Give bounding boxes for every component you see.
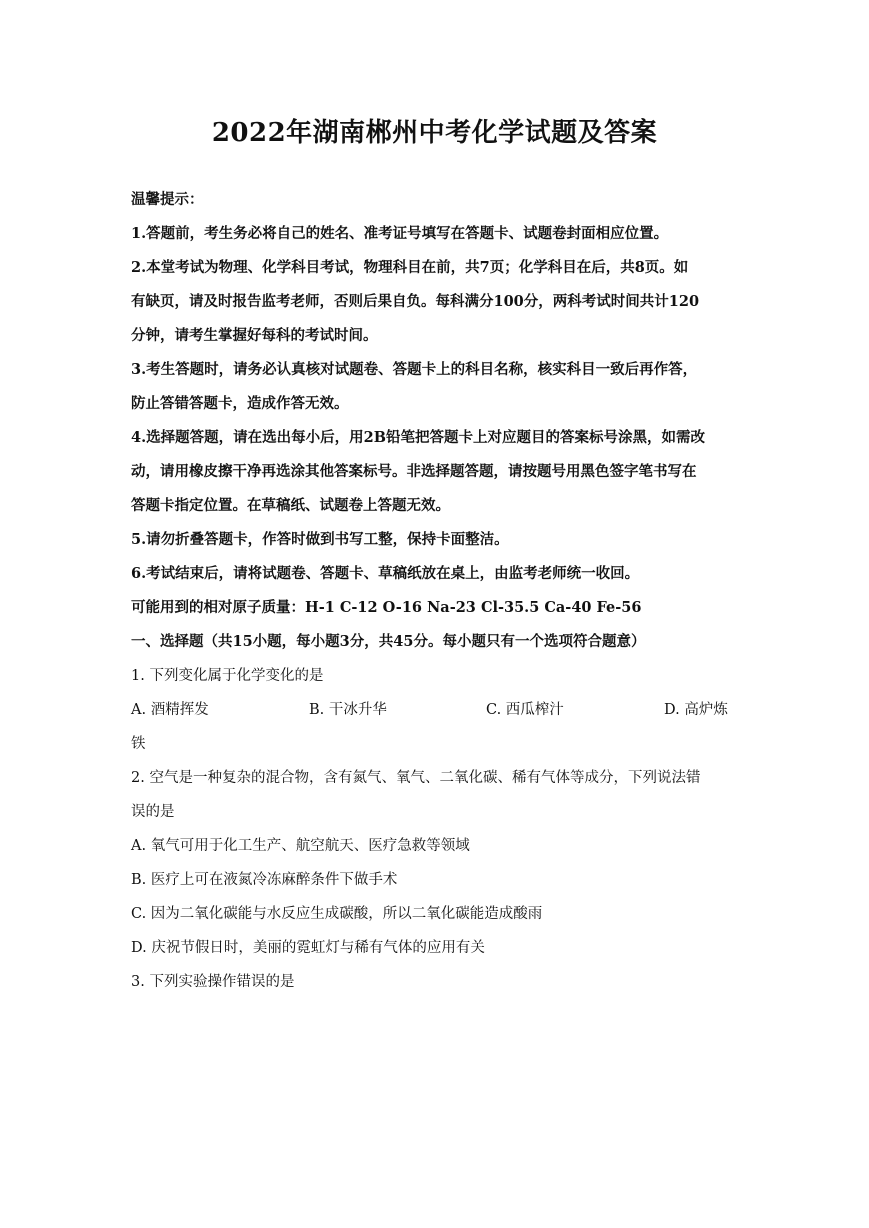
notice-line: 5.请勿折叠答题卡，作答时做到书写工整，保持卡面整洁。 — [131, 531, 509, 548]
option-a: A. 酒精挥发 — [131, 702, 209, 718]
notice-line: 动，请用橡皮擦干净再选涂其他答案标号。非选择题答题，请按题号用黑色签字笔书写在 — [131, 463, 697, 480]
notice-line: 分钟，请考生掌握好每科的考试时间。 — [131, 327, 378, 344]
notice-line: 有缺页，请及时报告监考老师，否则后果自负。每科满分100分，两科考试时间共计120 — [131, 293, 700, 310]
option-a: A. 氧气可用于化工生产、航空航天、医疗急救等领域 — [131, 838, 470, 854]
option-b: B. 干冰升华 — [309, 702, 387, 718]
section-heading: 一、选择题（共15小题，每小题3分，共45分。每小题只有一个选项符合题意） — [131, 633, 646, 650]
document-title: 2022年湖南郴州中考化学试题及答案 — [211, 118, 658, 148]
question-1-options — [131, 693, 739, 727]
notice-line: 3.考生答题时，请务必认真核对试题卷、答题卡上的科目名称，核实科目一致后再作答， — [131, 361, 698, 378]
notice-line: 1.答题前，考生务必将自己的姓名、准考证号填写在答题卡、试题卷封面相应位置。 — [131, 225, 669, 242]
question-3-stem: 3. 下列实验操作错误的是 — [131, 974, 295, 990]
question-2-stem: 2. 空气是一种复杂的混合物，含有氮气、氧气、二氧化碳、稀有气体等成分，下列说法错 — [131, 770, 701, 786]
option-d-wrap: 铁 — [131, 736, 146, 752]
question-2-stem-cont: 误的是 — [131, 804, 175, 820]
notice-line: 2.本堂考试为物理、化学科目考试，物理科目在前，共7页；化学科目在后，共8页。如 — [131, 259, 689, 276]
document-body — [131, 183, 739, 999]
option-c: C. 西瓜榨汁 — [486, 702, 564, 718]
question-1-stem: 1. 下列变化属于化学变化的是 — [131, 668, 324, 684]
notice-line: 6.考试结束后，请将试题卷、答题卡、草稿纸放在桌上，由监考老师统一收回。 — [131, 565, 640, 582]
option-b: B. 医疗上可在液氮冷冻麻醉条件下做手术 — [131, 872, 398, 888]
notice-line: 防止答错答题卡，造成作答无效。 — [131, 395, 349, 412]
option-c: C. 因为二氧化碳能与水反应生成碳酸，所以二氧化碳能造成酸雨 — [131, 906, 543, 922]
option-d: D. 庆祝节假日时，美丽的霓虹灯与稀有气体的应用有关 — [131, 940, 485, 956]
atomic-masses: 可能用到的相对原子质量：H-1 C-12 O-16 Na-23 Cl-35.5 Ca-40 Fe-56 — [131, 599, 642, 616]
notice-line: 答题卡指定位置。在草稿纸、试题卷上答题无效。 — [131, 497, 450, 514]
notice-line: 4.选择题答题，请在选出每小后，用2B铅笔把答题卡上对应题目的答案标号涂黑，如需改 — [131, 429, 705, 446]
notice-heading: 温馨提示： — [131, 191, 204, 208]
option-d: D. 高炉炼 — [664, 702, 728, 718]
